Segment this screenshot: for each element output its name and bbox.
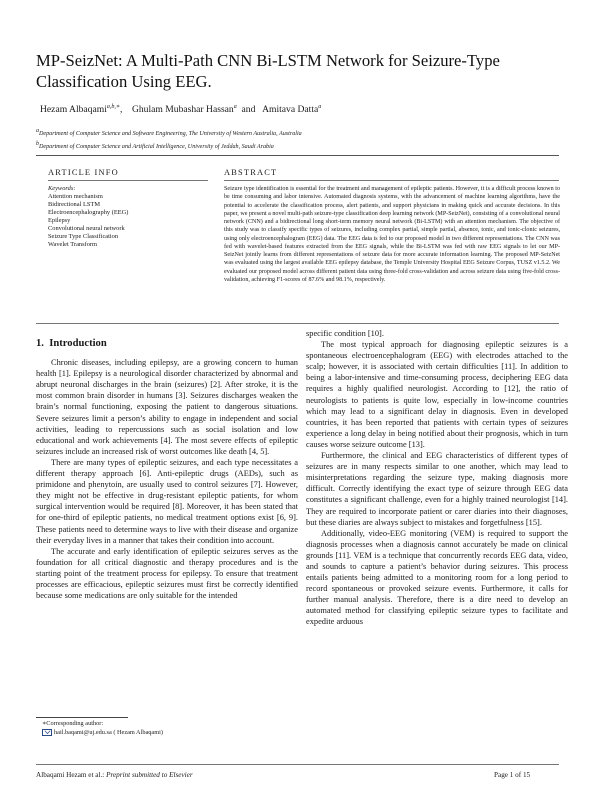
divider (48, 180, 208, 181)
paragraph: There are many types of epileptic seizures, and each type necessitates a different therapy approach [6]. Anti-epileptic drugs (AEDs), such as primidone and phenytoin, are usually used to control seizures [7]. However, they might not be effective in drug-resistant epileptic patients, for whom surgical intervention would be required [8]. Moreover, it has been stated that for one-third of epileptic patients, no medical treatment options exist [6, 9]. These patients need to determine ways to live with their disease and organize their everyday lives in a manner that takes their condition into account. (36, 457, 298, 545)
paragraph: Chronic diseases, including epilepsy, are a growing concern to human health [1]. Epilepsy is a neurological disorder characterized by abnormal and abrupt neuronal discharges in the brain (seizures) [2]. After stroke, it is the most common brain disorder in humans [3]. Seizures discharges weaken the brain’s normal functioning, exposing the patient to dangerous situations. Severe seizures limit a person’s ability to engage in independent and social activities, leading to repercussions such as social isolation and low educational and work achievements [4]. The most severe effects of epileptic seizures include an increased risk of worst outcomes like death [4, 5]. (36, 358, 298, 456)
keyword: Convolutional neural network (48, 225, 125, 232)
author-name: Amitava Datta (262, 104, 319, 116)
section-heading: 1. Introduction (36, 338, 107, 349)
abstract-heading: ABSTRACT (224, 168, 278, 177)
author-separator: and (241, 104, 256, 116)
affiliation: $^a$Department of Computer Science and Software Engineering, The University of Western Australia, Australia (36, 128, 302, 138)
body-column-right (306, 328, 568, 628)
author-affiliation-mark: a (233, 104, 237, 110)
author-name: Ghulam Mubashar Hassan (131, 104, 234, 116)
keyword: Attention mechanism (48, 193, 103, 200)
divider (36, 323, 559, 324)
abstract-text: Seizure type identification is essential for the treatment and management of epileptic patients. However, it is a difficult process known to be time consuming and labor intensive. Automated diagnosis systems, with the advancement of machine learning algorithms, have the potential to accelerate the classification process, alert patients, and support physicians in making quick and accurate decisions. In this paper, we present a novel multi-path seizure-type classification deep learning network (MP-SeizNet), consisting of a convolutional neural network (CNN) and a bidirectional long short-term memory neural network (Bi-LSTM) with an attention mechanism. The objective of this study was to classify specific types of seizures, including complex partial, simple partial, absence, tonic, and tonic-clonic seizures, using only electroencephalogram (EEG) data. The EEG data is fed to our proposed model in two different representations. The CNN was fed with wavelet-based features extracted from the EEG signals, while the Bi-LSTM was fed with raw EEG signals to let our MP-SeizNet jointly learns from different representations of seizure data for more accurate information learning. The proposed MP-SeizNet was evaluated using the largest available EEG epilepsy database, the Temple University Hospital EEG Seizure Corpus, TUSZ v1.5.2. We evaluated our proposed model across different patient data using three-fold cross-validation and across seizure data using five-fold cross-validation, achieving F1-scores of 87.6% and 98.1%, respectively. (224, 186, 560, 283)
keywords-label: Keywords: (48, 185, 76, 192)
author-affiliation-mark: a (318, 104, 322, 110)
divider (36, 155, 559, 156)
body-column-left (36, 338, 298, 601)
author-separator: , (119, 104, 123, 116)
footnote-divider (36, 717, 128, 718)
affiliation: $^b$Department of Computer Science and Artificial Intelligence, University of Jeddah, Saudi Arabia (36, 141, 274, 151)
page-number: Page 1 of 15 (494, 771, 531, 779)
footer-citation: Albaqami Hezam et al.: Preprint submitted to Elsevier (36, 771, 193, 779)
author-list (40, 103, 321, 115)
paragraph: Furthermore, the clinical and EEG characteristics of different types of seizures are in many respects similar to one another, which may lead to misinterpretations regarding the seizure type, making diagnosis more difficult. Correctly identifying the exact type of seizure through EEG data constitutes a significant challenge, even for a highly trained neurologist [14]. They are required to incorporate patient or carer diaries into their diagnoses, but these diaries are always subject to mistakes and forgetfulness [15]. (306, 451, 568, 527)
footnote-email: hail.baqami@uj.edu.sa ( Hezam Albaqami) (42, 729, 163, 736)
paper-title: MP-SeizNet: A Multi-Path CNN Bi-LSTM Network for Seizure-Type Classification Using EEG. (36, 51, 500, 91)
paragraph: The most typical approach for diagnosing epileptic seizures is a spontaneous electroencephalogram (EEG) with electrodes attached to the scalp; however, it is associated with certain difficulties [11]. In addition to being a labor-intensive and time-consuming process, deciphering EEG data requires a highly qualified neurologist. According to [12], the ratio of neurologists to patients is quite low, especially in low-income countries which may lead to a significant delay in diagnosis. Even in developed countries, it has been reported that patients with certain types of seizures experience a long delay in being notified about their prognosis, which in turn causes worse seizure outcome [13]. (306, 340, 568, 449)
author-name: Hezam Albaqami (40, 104, 107, 116)
email-icon (42, 729, 52, 736)
article-info-heading: ARTICLE INFO (48, 168, 119, 177)
paragraph: Additionally, video-EEG monitoring (VEM) is required to support the diagnosis processes when a diagnosis cannot accurately be made on clinical grounds [11]. VEM is a technique that concurrently records EEG data, video, and sounds to capture a patient’s behavior during seizures. This process entails patients being admitted to a monitoring room for a long period to record spontaneous or provoked seizure events. Furthermore, it calls for further manual analysis. Therefore, there is a dire need to develop an automated method for classifying epileptic seizure types to facilitate and expedite arduous (306, 528, 568, 627)
keywords-list (48, 193, 128, 249)
keyword: Seizure Type Classification (48, 233, 119, 240)
keyword: Wavelet Transform (48, 241, 98, 248)
keyword: Bidirectional LSTM (48, 201, 101, 208)
paragraph: The accurate and early identification of epileptic seizures serves as the foundation for all critical diagnostic and therapy procedures and is the starting point of the treatment process for epilepsy. To ensure that treatment processes are efficacious, epileptic seizures must first be correctly identified because some medications are only suitable for the intended (36, 546, 298, 601)
author-affiliation-mark: a,b,∗ (106, 104, 120, 110)
paragraph: specific condition [10]. (306, 329, 384, 338)
keyword: Epilepsy (48, 217, 71, 224)
footnote-corresponding: ∗Corresponding author: (42, 720, 104, 727)
email-link[interactable]: hail.baqami@uj.edu.sa (54, 729, 112, 736)
keyword: Electroencephalography (EEG) (48, 209, 129, 216)
divider (224, 180, 559, 181)
footer-divider (36, 764, 559, 765)
